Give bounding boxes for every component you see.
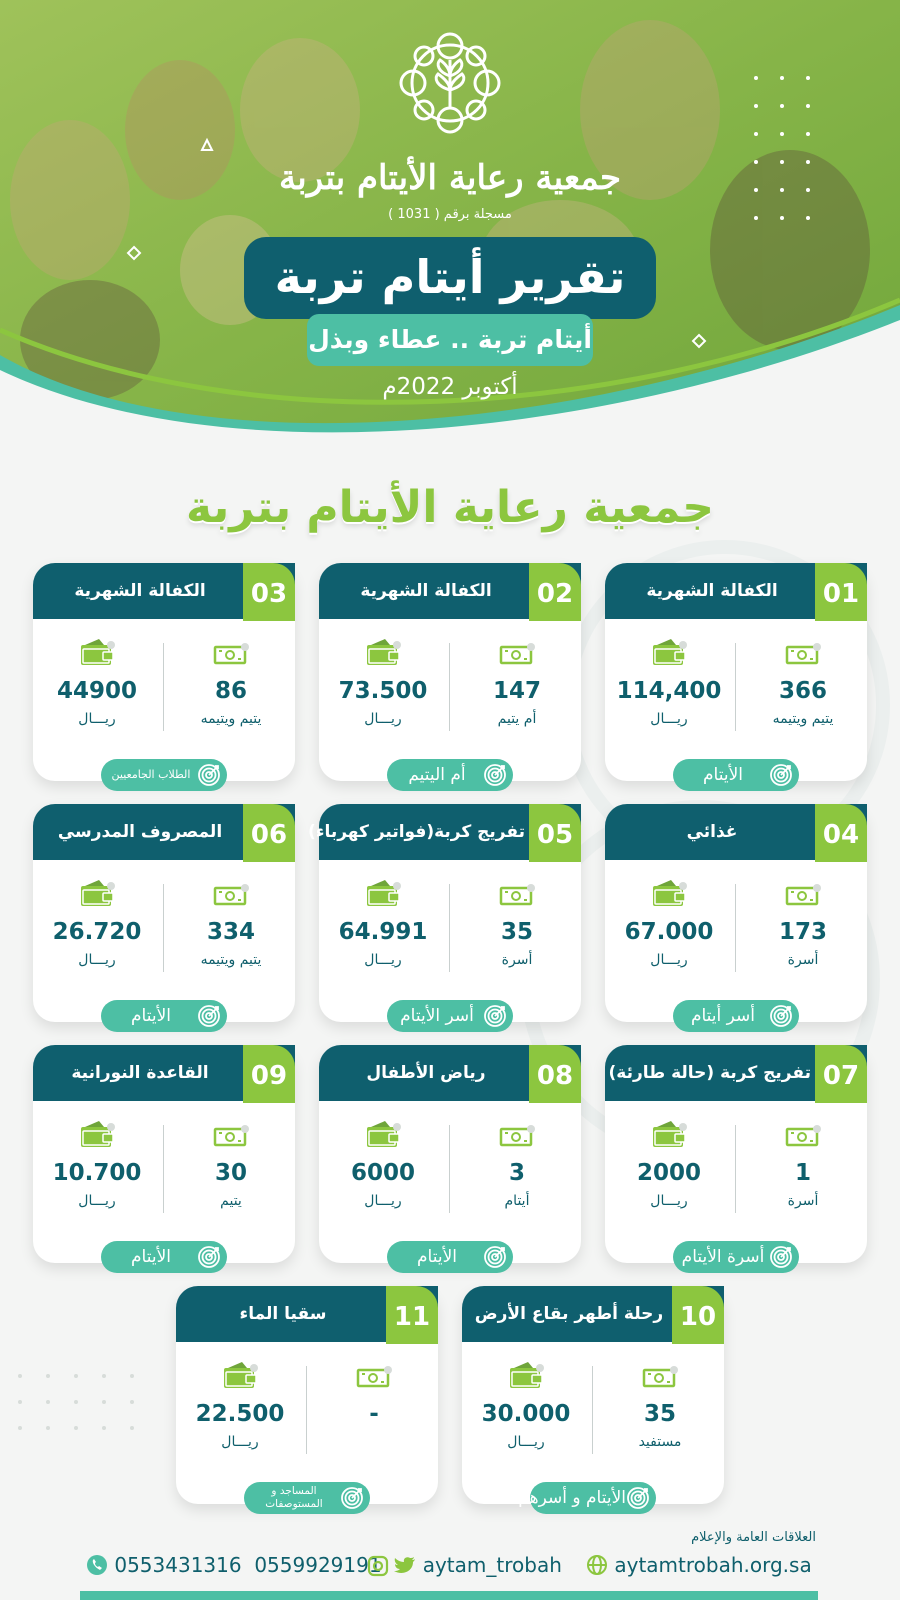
card-number: 09 [243, 1045, 295, 1103]
beneficiaries-label: أم يتيم [497, 711, 537, 727]
column-divider [449, 1125, 450, 1213]
program-card [33, 804, 295, 1026]
card-header [605, 804, 867, 860]
target-group-label: الأيتام و أسرهم [518, 1488, 626, 1508]
program-card [605, 1045, 867, 1267]
beneficiaries-label: أسرة [787, 1193, 819, 1209]
beneficiaries-count: 334 [206, 919, 255, 945]
whatsapp-icon [86, 1554, 108, 1576]
target-group-tag [673, 1000, 799, 1032]
beneficiaries-column [455, 878, 579, 968]
target-group-label: أم اليتيم [408, 765, 466, 785]
currency-label: ريـــال [78, 1193, 116, 1209]
card-number: 06 [243, 804, 295, 862]
amount-column [35, 878, 159, 968]
column-divider [163, 643, 164, 731]
beneficiaries-column [741, 1119, 865, 1209]
card-header [462, 1286, 724, 1342]
program-card [462, 1286, 724, 1508]
card-title: القاعدة النورانية [71, 1063, 209, 1083]
card-header [33, 563, 295, 619]
wallet-money-icon [321, 878, 445, 912]
wallet-money-icon [321, 637, 445, 671]
currency-label: ريـــال [507, 1434, 545, 1450]
beneficiaries-count: 366 [778, 678, 827, 704]
currency-label: ريـــال [650, 1193, 688, 1209]
wallet-money-icon [464, 1360, 588, 1394]
social-contact [368, 1550, 562, 1580]
report-title: تقرير أيتام تربة [244, 237, 656, 319]
card-title: الكفالة الشهرية [646, 581, 778, 601]
currency-label: ريـــال [221, 1434, 259, 1450]
target-group-tag [101, 1241, 227, 1273]
target-group-tag [387, 1241, 513, 1273]
banknote-icon [741, 637, 865, 671]
program-card [319, 1045, 581, 1267]
banknote-icon [169, 878, 293, 912]
organization-name-script: جمعية رعاية الأيتام بتربة [279, 158, 621, 198]
amount-value: 30.000 [481, 1401, 571, 1427]
amount-column [321, 1119, 445, 1209]
wallet-money-icon [35, 637, 159, 671]
beneficiaries-column [741, 637, 865, 727]
footer-bar [80, 1591, 818, 1600]
target-group-tag [101, 759, 227, 791]
beneficiaries-column [741, 878, 865, 968]
card-number: 02 [529, 563, 581, 621]
beneficiaries-column [455, 1119, 579, 1209]
beneficiaries-label: يتيم ويتيمه [200, 711, 262, 727]
social-handle[interactable]: aytam_trobah [422, 1553, 562, 1577]
column-divider [163, 884, 164, 972]
card-header [33, 1045, 295, 1101]
card-title: المصروف المدرسي [57, 822, 223, 842]
card-title: رياض الأطفال [366, 1063, 486, 1083]
amount-column [321, 878, 445, 968]
report-date: أكتوبر 2022م [382, 374, 518, 400]
beneficiaries-count: 35 [500, 919, 533, 945]
currency-label: ريـــال [364, 952, 402, 968]
card-title: سقيا الماء [239, 1304, 327, 1324]
card-header [176, 1286, 438, 1342]
beneficiaries-count: 1 [794, 1160, 811, 1186]
twitter-icon [394, 1556, 416, 1576]
banknote-icon [598, 1360, 722, 1394]
amount-column [607, 1119, 731, 1209]
column-divider [306, 1366, 307, 1454]
program-card [319, 563, 581, 785]
target-group-label: الأيتام [131, 1247, 171, 1267]
card-title: تفريج كربة (حالة طارئة) [608, 1063, 811, 1083]
program-card [307, 804, 581, 1026]
card-title: غذائي [686, 822, 738, 842]
card-header [319, 563, 581, 619]
amount-column [321, 637, 445, 727]
instagram-icon [368, 1556, 388, 1576]
beneficiaries-count: - [369, 1401, 379, 1427]
section-title: جمعية رعاية الأيتام بتربة [186, 482, 714, 533]
decorative-diamond [692, 334, 706, 348]
beneficiaries-label: أسرة [501, 952, 533, 968]
card-header [319, 1045, 581, 1101]
program-card [176, 1286, 438, 1510]
amount-column [35, 637, 159, 727]
card-number: 07 [815, 1045, 867, 1103]
beneficiaries-label: يتيم [220, 1193, 242, 1209]
banknote-icon [455, 1119, 579, 1153]
public-relations-label: العلاقات العامة والإعلام [691, 1530, 816, 1545]
banknote-icon [455, 878, 579, 912]
beneficiaries-column [169, 878, 293, 968]
target-group-tag [673, 1241, 799, 1273]
beneficiaries-count: 86 [214, 678, 247, 704]
banknote-icon [741, 878, 865, 912]
amount-value: 6000 [350, 1160, 415, 1186]
amount-value: 2000 [636, 1160, 701, 1186]
card-title: رحلة أطهر بقاع الأرض [474, 1304, 664, 1324]
beneficiaries-column [169, 1119, 293, 1209]
target-group-tag [101, 1000, 227, 1032]
beneficiaries-count: 173 [778, 919, 827, 945]
card-title: الكفالة الشهرية [74, 581, 206, 601]
wallet-money-icon [607, 1119, 731, 1153]
amount-column [607, 637, 731, 727]
banknote-icon [741, 1119, 865, 1153]
amount-column [607, 878, 731, 968]
target-group-label: الطلاب الجامعيين [111, 768, 191, 781]
hero-header [0, 0, 900, 470]
card-header [605, 563, 867, 619]
card-title: تفريج كربة(فواتير كهرباء) [307, 822, 525, 842]
target-group-label: أسرة الأيتام [681, 1247, 765, 1267]
amount-value: 44900 [56, 678, 138, 704]
card-number: 11 [386, 1286, 438, 1344]
wallet-money-icon [35, 1119, 159, 1153]
wallet-money-icon [607, 637, 731, 671]
program-card [33, 563, 295, 781]
target-group-label: الأيتام [131, 1006, 171, 1026]
beneficiaries-label: يتيم ويتيمه [200, 952, 262, 968]
column-divider [735, 884, 736, 972]
amount-value: 22.500 [195, 1401, 285, 1427]
program-card [33, 1045, 295, 1267]
amount-column [35, 1119, 159, 1209]
banknote-icon [455, 637, 579, 671]
amount-value: 64.991 [338, 919, 428, 945]
amount-column [178, 1360, 302, 1450]
program-card [605, 563, 867, 785]
card-number: 10 [672, 1286, 724, 1344]
currency-label: ريـــال [650, 711, 688, 727]
amount-value: 73.500 [338, 678, 428, 704]
banknote-icon [312, 1360, 436, 1394]
card-title: الكفالة الشهرية [360, 581, 492, 601]
target-group-label: الأيتام [703, 765, 743, 785]
amount-column [464, 1360, 588, 1450]
beneficiaries-column [169, 637, 293, 727]
target-group-tag [387, 1000, 513, 1032]
card-header [605, 1045, 867, 1101]
column-divider [735, 1125, 736, 1213]
beneficiaries-label: أيتام [504, 1193, 530, 1209]
target-group-tag [518, 1482, 656, 1514]
column-divider [735, 643, 736, 731]
beneficiaries-label: أسرة [787, 952, 819, 968]
column-divider [592, 1366, 593, 1454]
registration-number: مسجلة برقم ( 1031 ) [388, 207, 512, 222]
beneficiaries-column [455, 637, 579, 727]
globe-icon [586, 1554, 608, 1576]
target-group-tag [387, 759, 513, 791]
amount-value: 114,400 [616, 678, 722, 704]
wallet-money-icon [607, 878, 731, 912]
target-group-tag [673, 759, 799, 791]
beneficiaries-label: يتيم ويتيمه [772, 711, 834, 727]
amount-value: 26.720 [52, 919, 142, 945]
decorative-triangle [200, 138, 214, 152]
website-url[interactable]: aytamtrobah.org.sa [614, 1553, 812, 1577]
phone-numbers[interactable]: 0553431316 0559929191 [114, 1553, 382, 1577]
target-group-label: المساجد و المستوصفات [265, 1485, 323, 1510]
card-header [307, 804, 581, 860]
target-group-label: أسر أيتام [690, 1006, 756, 1026]
column-divider [163, 1125, 164, 1213]
beneficiaries-column [312, 1360, 436, 1434]
beneficiaries-count: 30 [214, 1160, 247, 1186]
card-number: 01 [815, 563, 867, 621]
card-number: 08 [529, 1045, 581, 1103]
amount-value: 10.700 [52, 1160, 142, 1186]
beneficiaries-count: 35 [643, 1401, 676, 1427]
wallet-money-icon [321, 1119, 445, 1153]
website-contact [586, 1550, 812, 1580]
currency-label: ريـــال [364, 711, 402, 727]
target-group-label: الأيتام [417, 1247, 457, 1267]
card-number: 04 [815, 804, 867, 862]
target-group-label: أسر الأيتام [400, 1006, 474, 1026]
currency-label: ريـــال [650, 952, 688, 968]
amount-value: 67.000 [624, 919, 714, 945]
wallet-money-icon [35, 878, 159, 912]
banknote-icon [169, 1119, 293, 1153]
banknote-icon [169, 637, 293, 671]
column-divider [449, 643, 450, 731]
beneficiaries-count: 3 [508, 1160, 525, 1186]
beneficiaries-column [598, 1360, 722, 1450]
column-divider [449, 884, 450, 972]
card-header [33, 804, 295, 860]
card-number: 03 [243, 563, 295, 621]
beneficiaries-label: مستفيد [638, 1434, 682, 1450]
wallet-money-icon [178, 1360, 302, 1394]
organization-logo [380, 28, 520, 138]
currency-label: ريـــال [78, 711, 116, 727]
program-card [605, 804, 867, 1026]
report-slogan: أيتام تربة .. عطاء وبذل [307, 314, 593, 366]
currency-label: ريـــال [78, 952, 116, 968]
currency-label: ريـــال [364, 1193, 402, 1209]
target-group-tag [244, 1482, 370, 1514]
card-number: 05 [529, 804, 581, 862]
phone-contact [86, 1550, 382, 1580]
decorative-diamond [127, 246, 141, 260]
beneficiaries-count: 147 [492, 678, 541, 704]
